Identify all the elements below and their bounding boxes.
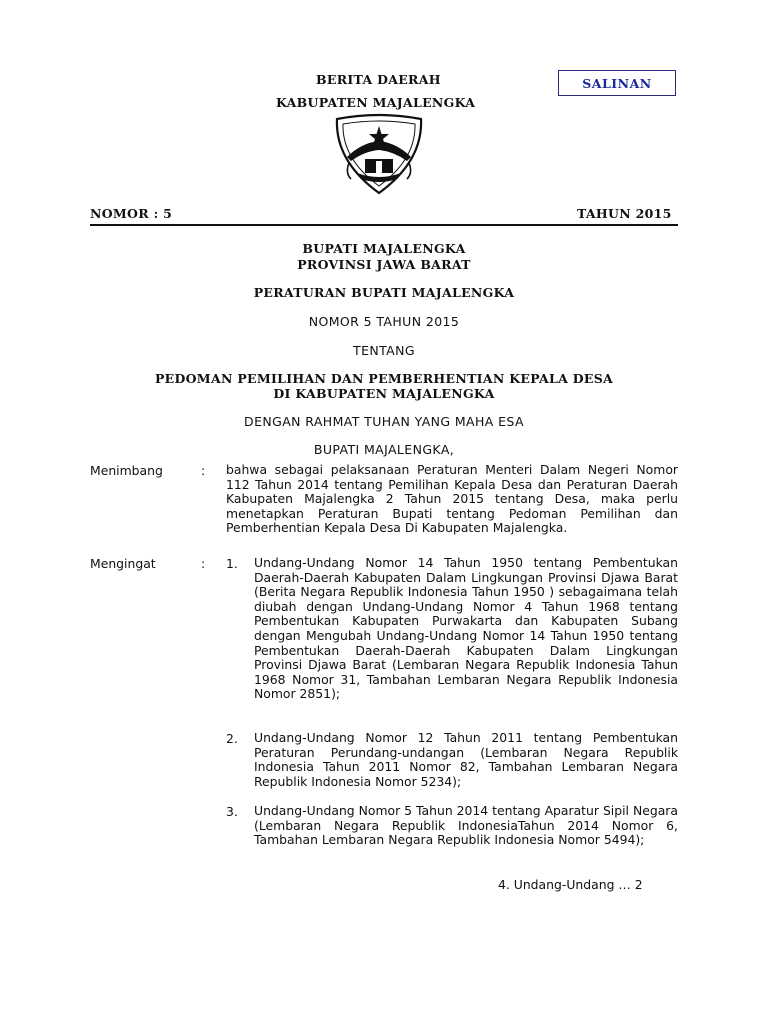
- title-subject-line2: DI KABUPATEN MAJALENGKA: [273, 386, 495, 401]
- title-peraturan: PERATURAN BUPATI MAJALENGKA: [253, 285, 515, 300]
- majalengka-emblem-icon: [331, 113, 427, 197]
- mengingat-item-number: 1.: [226, 556, 238, 571]
- menimbang-label: Menimbang: [90, 463, 163, 478]
- mengingat-item-number: 3.: [226, 804, 238, 819]
- mengingat-item-number: 2.: [226, 731, 238, 746]
- header-kabupaten: KABUPATEN MAJALENGKA: [276, 95, 476, 110]
- mengingat-item-text: Undang-Undang Nomor 14 Tahun 1950 tentang Pembentukan Daerah-Daerah Kabupaten Dalam Lingkungan Provinsi Djawa Barat (Berita Negara Republik Indonesia Tahun 1950 ) sebagaimana telah diubah dengan Undang-Undang Nomor 4 Tahun 1968 tentang Pembentukan Kabupaten Purwakarta dan Kabupaten Subang dengan Mengubah Undang-Undang Nomor 14 Tahun 1950 tentang Pembentukan Daerah-Daerah Kabupaten Dalam Lingkungan Provinsi Djawa Barat (Lembaran Negara Republik Indonesia Tahun 1968 Nomor 31, Tambahan Lembaran Negara Republik Indonesia Nomor 2851);: [254, 555, 678, 702]
- title-rahmat: DENGAN RAHMAT TUHAN YANG MAHA ESA: [244, 414, 524, 429]
- title-provinsi: PROVINSI JAWA BARAT: [297, 257, 471, 272]
- menimbang-colon: :: [201, 463, 206, 478]
- nomor-label: NOMOR : 5: [90, 206, 173, 221]
- title-tentang: TENTANG: [353, 343, 415, 358]
- title-subject-line1: PEDOMAN PEMILIHAN DAN PEMBERHENTIAN KEPALA DESA: [154, 371, 614, 386]
- page-continuation: 4. Undang-Undang … 2: [498, 877, 643, 892]
- title-bupati-closing: BUPATI MAJALENGKA,: [313, 442, 455, 457]
- mengingat-item-text: Undang-Undang Nomor 5 Tahun 2014 tentang Aparatur Sipil Negara (Lembaran Negara Republik IndonesiaTahun 2014 Nomor 6, Tambahan Lembaran Negara Republik Indonesia Nomor 5494);: [254, 803, 678, 848]
- title-nomor: NOMOR 5 TAHUN 2015: [308, 314, 460, 329]
- salinan-stamp: SALINAN: [558, 70, 676, 96]
- header-berita-daerah: BERITA DAERAH: [316, 72, 441, 87]
- header-rule: [90, 224, 678, 226]
- mengingat-label: Mengingat: [90, 556, 156, 571]
- title-bupati: BUPATI MAJALENGKA: [302, 241, 466, 256]
- tahun-label: TAHUN 2015: [577, 206, 672, 221]
- menimbang-text: bahwa sebagai pelaksanaan Peraturan Menteri Dalam Negeri Nomor 112 Tahun 2014 tentang Pemilihan Kepala Desa dan Peraturan Daerah Kabupaten Majalengka 2 Tahun 2015 tentang Desa, maka perlu menetapkan Peraturan Bupati tentang Pedoman Pemilihan dan Pemberhentian Kepala Desa Di Kabupaten Majalengka.: [226, 462, 678, 536]
- mengingat-item-text: Undang-Undang Nomor 12 Tahun 2011 tentang Pembentukan Peraturan Perundang-undangan (Lembaran Negara Republik Indonesia Tahun 2011 Nomor 82, Tambahan Lembaran Negara Republik Indonesia Nomor 5234);: [254, 730, 678, 789]
- mengingat-colon: :: [201, 556, 206, 571]
